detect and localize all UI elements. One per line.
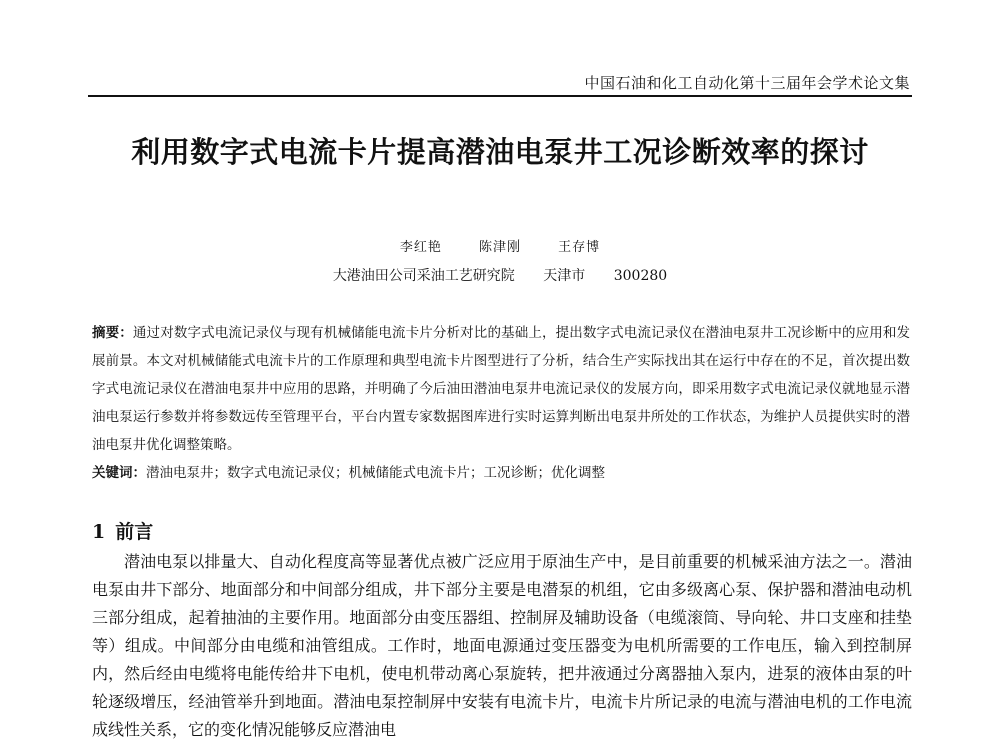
paper-title: 利用数字式电流卡片提高潜油电泵井工况诊断效率的探讨: [131, 135, 869, 169]
affiliation-postcode: 300280: [613, 268, 668, 284]
abstract-label: 摘要：: [92, 325, 133, 341]
section-heading: [92, 517, 153, 544]
running-header: 中国石油和化工自动化第十三届年会学术论文集: [584, 74, 910, 92]
author-name: 王存博: [558, 240, 601, 255]
affiliation-institution: 大港油田公司采油工艺研究院: [332, 268, 515, 284]
section-paragraph: 潜油电泵以排量大、自动化程度高等显著优点被广泛应用于原油生产中，是目前重要的机械采油方法之一。潜油电泵由井下部分、地面部分和中间部分组成，井下部分主要是电潜泵的机组，它由多级离心泵、保护器和潜油电动机三部分组成，起着抽油的主要作用。地面部分由变压器组、控制屏及辅助设备（电缆滚筒、导向轮、井口支座和挂垫等）组成。中间部分由电缆和油管组成。工作时，地面电源通过变压器变为电机所需要的工作电压，输入到控制屏内，然后经由电缆将电能传给井下电机，使电机带动离心泵旋转，把井液通过分离器抽入泵内，进泵的液体由泵的叶轮逐级增压，经油管举升到地面。潜油电泵控制屏中安装有电流卡片，电流卡片所记录的电流与潜油电机的工作电流成线性关系，它的变化情况能够反应潜油电: [92, 552, 912, 739]
affiliation: [0, 265, 1000, 285]
section-title: 前言: [115, 521, 154, 543]
header-rule: [88, 95, 912, 97]
keywords-text: 潜油电泵井；数字式电流记录仪；机械储能式电流卡片；工况诊断；优化调整: [146, 465, 605, 481]
abstract: [92, 319, 910, 459]
author-name: 陈津刚: [478, 240, 521, 255]
abstract-text: 通过对数字式电流记录仪与现有机械储能电流卡片分析对比的基础上，提出数字式电流记录仪在潜油电泵井工况诊断中的应用和发展前景。本文对机械储能式电流卡片的工作原理和典型电流卡片图型进行了分析，结合生产实际找出其在运行中存在的不足，首次提出数字式电流记录仪在潜油电泵井中应用的思路，并明确了今后油田潜油电泵井电流记录仪的发展方向，即采用数字式电流记录仪就地显示潜油电泵运行参数并将参数远传至管理平台，平台内置专家数据图库进行实时运算判断出电泵井所处的工作状态，为维护人员提供实时的潜油电泵井优化调整策略。: [92, 325, 911, 453]
keywords-label: 关键词：: [92, 465, 146, 481]
author-list: [0, 236, 1000, 255]
author-name: 李红艳: [399, 240, 442, 255]
affiliation-city: 天津市: [543, 268, 586, 284]
keywords: [92, 463, 910, 483]
section-number: 1: [92, 521, 106, 543]
